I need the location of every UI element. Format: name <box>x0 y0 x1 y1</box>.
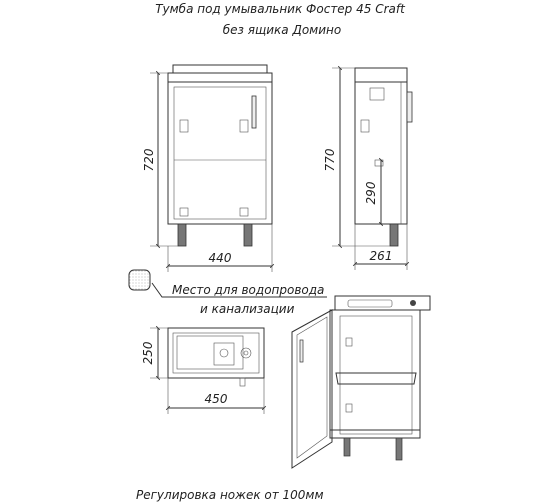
side-height-label: 770 <box>323 148 337 172</box>
top-depth-dimension <box>141 328 168 378</box>
open-view-body <box>330 310 420 438</box>
front-leg-right <box>244 224 252 246</box>
front-height-dimension <box>142 73 178 246</box>
top-depth-label: 250 <box>141 341 155 365</box>
legend-line-2: и канализации <box>200 302 295 316</box>
side-handle-icon <box>407 92 412 122</box>
plumbing-zone-swatch-icon <box>129 270 150 290</box>
open-view-door <box>292 310 332 468</box>
hinge-icon <box>180 120 188 132</box>
open-view-leg-left <box>344 438 350 456</box>
top-view <box>168 328 264 386</box>
front-leg-left <box>178 224 186 246</box>
front-width-label: 440 <box>208 251 232 265</box>
top-plumbing-zone <box>177 336 243 369</box>
top-width-dimension <box>168 378 264 414</box>
legend-line-1: Место для водопровода <box>172 283 325 297</box>
side-leg <box>390 224 398 246</box>
door-handle-icon <box>252 96 256 128</box>
legend <box>129 270 327 316</box>
side-depth-label: 261 <box>369 249 393 263</box>
side-sink <box>355 68 407 82</box>
side-depth-dimension <box>355 224 407 270</box>
drain-icon <box>220 349 228 357</box>
front-sink-rim <box>168 73 272 82</box>
front-sink-top <box>173 65 267 73</box>
top-width-label: 450 <box>204 392 228 406</box>
side-height-dimension <box>323 68 390 246</box>
side-inner-label: 290 <box>364 181 378 205</box>
front-height-label: 720 <box>142 148 156 172</box>
side-view <box>355 68 412 246</box>
open-view-shelf <box>336 373 416 384</box>
open-view-handle-icon <box>300 340 303 362</box>
title-line-2: без ящика Домино <box>222 23 342 37</box>
title-line-1: Тумба под умывальник Фостер 45 Craft <box>155 2 405 16</box>
open-cabinet-view <box>292 296 430 468</box>
side-inner-dimension <box>364 160 381 224</box>
open-view-leg-right <box>396 438 402 460</box>
front-view <box>168 65 272 246</box>
top-outline <box>168 328 264 378</box>
footer-note: Регулировка ножек от 100мм <box>136 488 324 502</box>
